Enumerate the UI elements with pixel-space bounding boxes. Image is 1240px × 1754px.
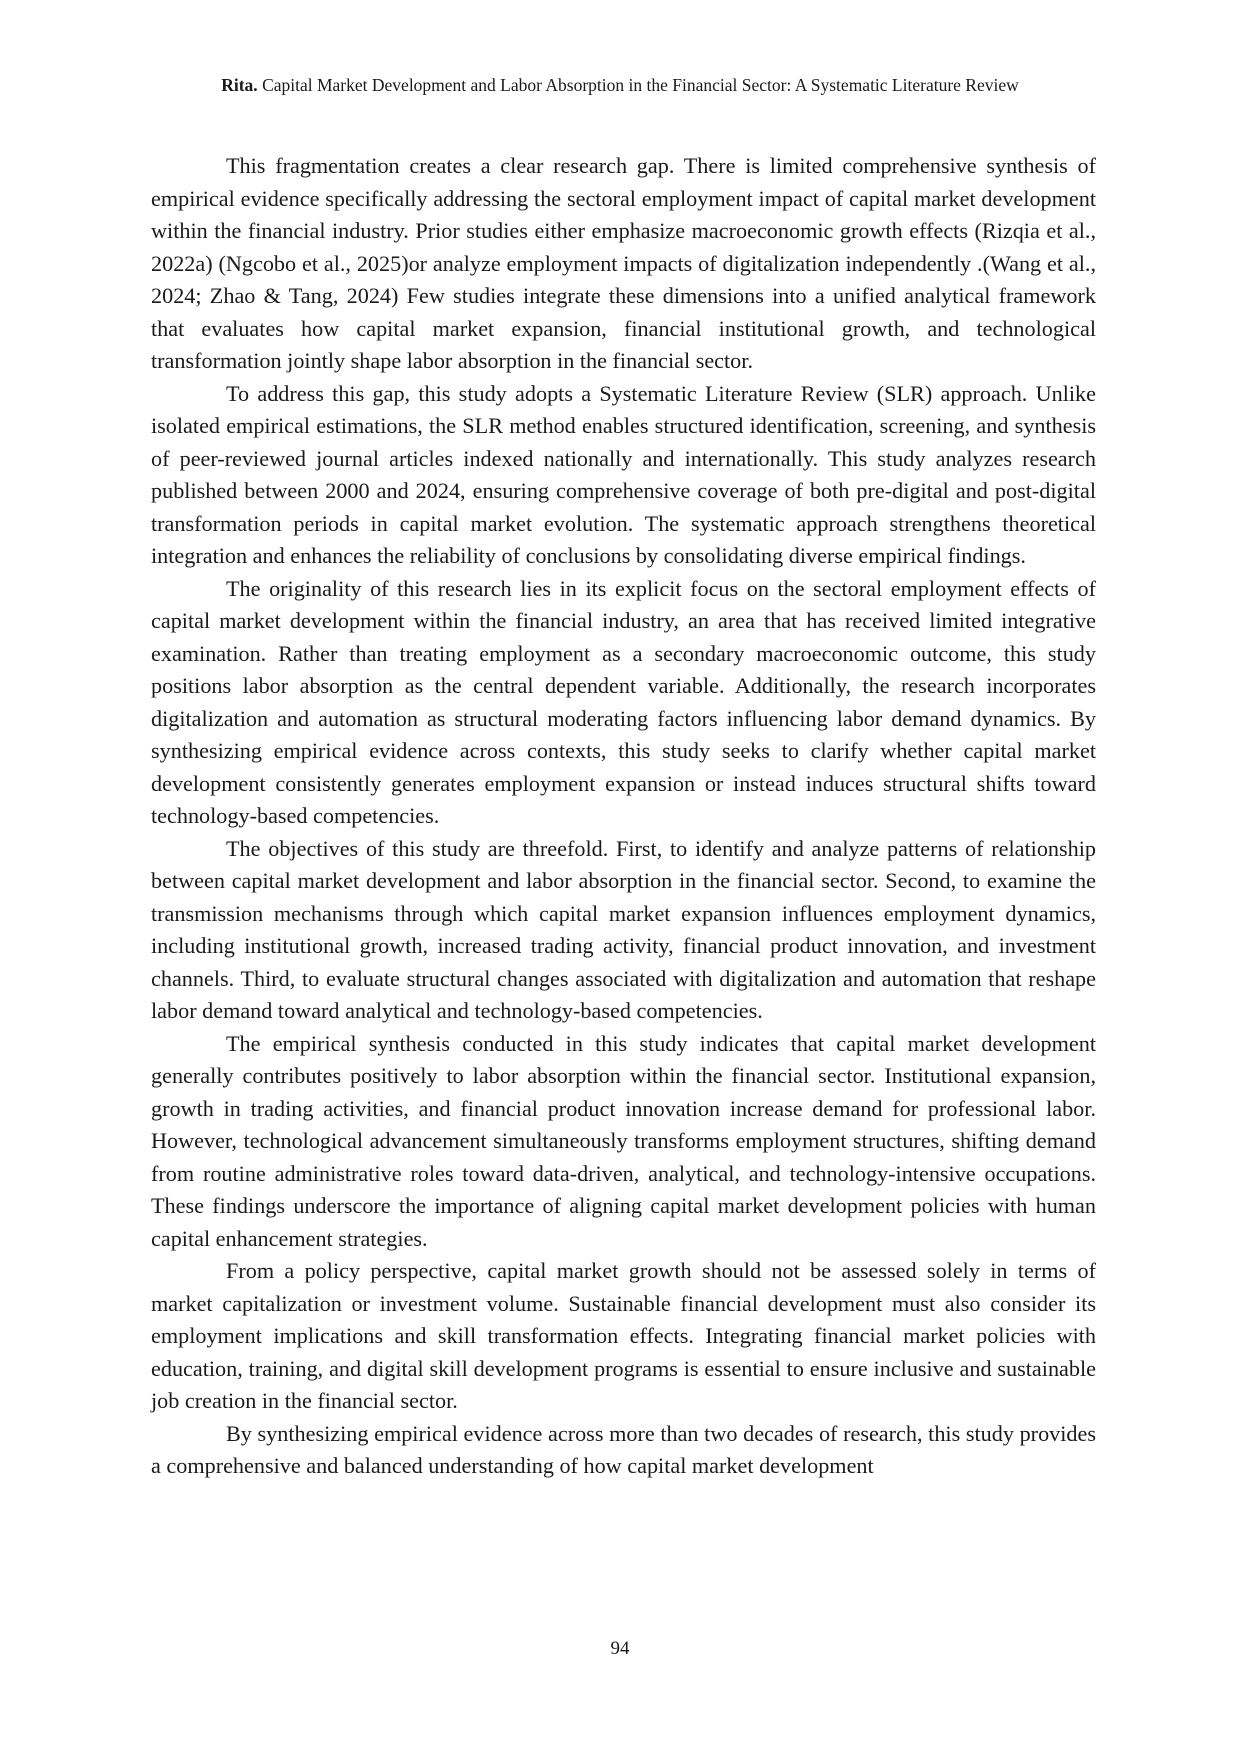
paragraph: This fragmentation creates a clear research gap. There is limited comprehensive synthesis of empirical evidence specifically addressing the sectoral employment impact of capital market development within the financial industry. Prior studies either emphasize macroeconomic growth effects (Rizqia et al., 2022a) (Ngcobo et al., 2025)or analyze employment impacts of digitalization independently .(Wang et al., 2024; Zhao & Tang, 2024) Few studies integrate these dimensions into a unified analytical framework that evaluates how capital market expansion, financial institutional growth, and technological transformation jointly shape labor absorption in the financial sector.	[151, 153, 1096, 373]
page-number: 94	[610, 1638, 630, 1659]
header-title: Capital Market Development and Labor Absorption in the Financial Sector: A Systematic Literature Review	[262, 75, 1019, 95]
header-author: Rita.	[221, 75, 258, 95]
paragraph: The empirical synthesis conducted in this study indicates that capital market development generally contributes positively to labor absorption within the financial sector. Institutional expansion, growth in trading activities, and financial product innovation increase demand for professional labor. However, technological advancement simultaneously transforms employment structures, shifting demand from routine administrative roles toward data-driven, analytical, and technology-intensive occupations. These findings underscore the importance of aligning capital market development policies with human capital enhancement strategies.	[151, 1030, 1096, 1251]
paragraph: From a policy perspective, capital market growth should not be assessed solely in terms of market capitalization or investment volume. Sustainable financial development must also consider its employment implications and skill transformation effects. Integrating financial market policies with education, training, and digital skill development programs is essential to ensure inclusive and sustainable job creation in the financial sector.	[151, 1258, 1096, 1413]
paragraph: By synthesizing empirical evidence across more than two decades of research, this study provides a comprehensive and balanced understanding of how capital market development	[151, 1420, 1096, 1478]
paragraph: The originality of this research lies in its explicit focus on the sectoral employment effects of capital market development within the financial industry, an area that has received limited integrative examination. Rather than treating employment as a secondary macroeconomic outcome, this study positions labor absorption as the central dependent variable. Additionally, the research incorporates digitalization and automation as structural moderating factors influencing labor demand dynamics. By synthesizing empirical evidence across contexts, this study seeks to clarify whether capital market development consistently generates employment expansion or instead induces structural shifts toward technology-based competencies.	[151, 575, 1096, 828]
body-text	[151, 150, 1096, 1483]
paragraph: The objectives of this study are threefold. First, to identify and analyze patterns of relationship between capital market development and labor absorption in the financial sector. Second, to examine the transmission mechanisms through which capital market expansion influences employment dynamics, including institutional growth, increased trading activity, financial product innovation, and investment channels. Third, to evaluate structural changes associated with digitalization and automation that reshape labor demand toward analytical and technology-based competencies.	[151, 835, 1096, 1023]
paragraph: To address this gap, this study adopts a Systematic Literature Review (SLR) approach. Unlike isolated empirical estimations, the SLR method enables structured identification, screening, and synthesis of peer-reviewed journal articles indexed nationally and internationally. This study analyzes research published between 2000 and 2024, ensuring comprehensive coverage of both pre-digital and post-digital transformation periods in capital market evolution. The systematic approach strengthens theoretical integration and enhances the reliability of conclusions by consolidating diverse empirical findings.	[151, 380, 1096, 568]
running-header	[0, 74, 1240, 96]
